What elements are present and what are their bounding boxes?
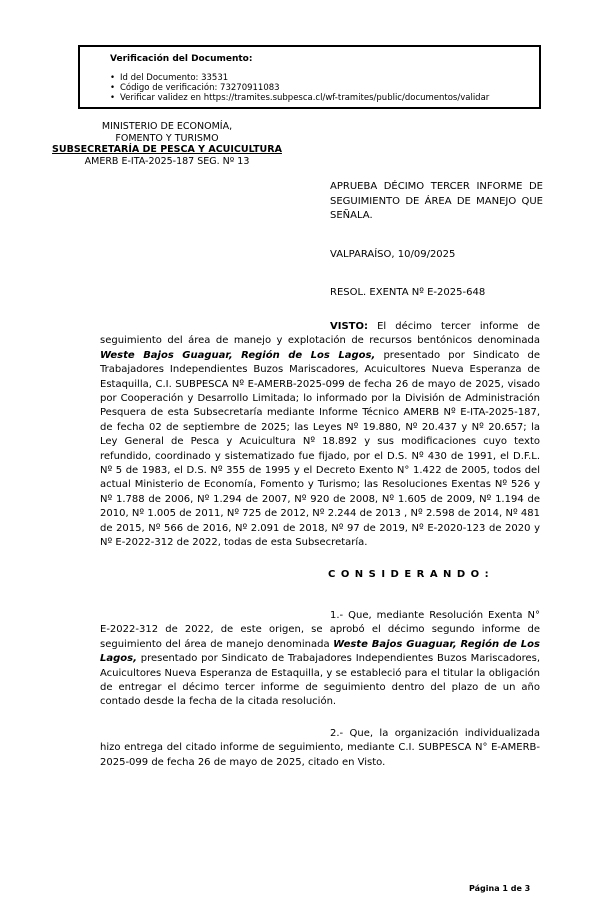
ministry-line-fomento: FOMENTO Y TURISMO (115, 132, 219, 144)
text-segment: VISTO: (330, 321, 368, 332)
text-segment: El décimo tercer informe de seguimiento del área de manejo y explotación de recursos bentónicos denominada (100, 321, 540, 347)
text-segment: 1.- Que, mediante Resolución Exenta N° E-2022-312 de 2022, de este origen, se aprobó el décimo segundo informe de seguimiento del área de manejo denominada (100, 609, 540, 650)
verification-item-label: Código de verificación: 73270911083 (120, 83, 280, 93)
bullet-icon: • (110, 83, 116, 93)
place-date: VALPARAÍSO, 10/09/2025 (330, 249, 456, 260)
text-segment: Weste Bajos Guaguar, Región de Los Lagos, (100, 638, 540, 665)
amerb-reference: AMERB E-ITA-2025-187 SEG. Nº 13 (84, 155, 250, 167)
text-segment: Weste Bajos Guaguar, Región de Los Lagos, (100, 349, 376, 361)
document-body (100, 320, 540, 770)
text-segment: 2.- Que, la organización individualizada hizo entrega del citado informe de seguimiento, mediante C.I. SUBPESCA N° E-AMERB-2025-099 de fecha 26 de mayo de 2025, citado en Visto. (100, 727, 540, 768)
resolution-number: RESOL. EXENTA Nº E-2025-648 (330, 287, 486, 298)
considerando-paragraph-2 (100, 727, 540, 770)
ministry-header (43, 121, 291, 167)
verification-item-label: Id del Documento: 33531 (120, 73, 229, 83)
text-segment: presentado por Sindicato de Trabajadores Independientes Buzos Mariscadores, Acuicultores Nueva Esperanza de Estaquilla, y se estableció para el titular la obligación de entregar el décimo tercer informe de seguimiento dentro del plazo de un año contado desde la fecha de la citada resolución. (100, 653, 540, 708)
verification-item-code (110, 83, 531, 93)
page-number: Página 1 de 3 (469, 884, 531, 893)
visto-paragraph (100, 320, 540, 551)
considerando-paragraph-1 (100, 609, 540, 710)
verification-title: Verificación del Documento: (110, 54, 253, 64)
verification-item-document-id (110, 73, 531, 83)
considerando-heading: C O N S I D E R A N D O : (328, 568, 490, 580)
bullet-icon: • (110, 93, 116, 103)
bullet-icon: • (110, 73, 116, 83)
verification-item-url (110, 93, 531, 103)
resolution-title: APRUEBA DÉCIMO TERCER INFORME DE SEGUIMIENTO DE ÁREA DE MANEJO QUE SEÑALA. (330, 181, 543, 221)
text-segment: presentado por Sindicato de Trabajadores Independientes Buzos Mariscadores, Acuicultores Nueva Esperanza de Estaquilla, C.I. SUBPESCA Nº E-AMERB-2025-099 de fecha 26 de mayo de 2025, visado por Cooperación y Desarrollo Limitada; lo informado por la División de Administración Pesquera de esta Subsecretaría mediante Informe Técnico AMERB Nº E-ITA-2025-187, de fecha 02 de septiembre de 2025; las Leyes Nº 19.880, Nº 20.437 y Nº 20.657; la Ley General de Pesca y Acuicultura Nº 18.892 y sus modificaciones cuyo texto refundido, coordinado y sistematizado fue fijado, por el D.S. Nº 430 de 1991, el D.F.L. Nº 5 de 1983, el D.S. Nº 355 de 1995 y el Decreto Exento N° 1.422 de 2005, todos del actual Ministerio de Economía, Fomento y Turismo; las Resoluciones Exentas Nº 526 y Nº 1.788 de 2006, Nº 1.294 de 2007, Nº 920 de 2008, Nº 1.605 de 2009, Nº 1.194 de 2010, Nº 1.005 de 2011, Nº 725 de 2012, Nº 2.244 de 2013 , Nº 2.598 de 2014, Nº 481 de 2015, Nº 566 de 2016, Nº 2.091 de 2018, Nº 97 de 2019, Nº E-2020-123 de 2020 y Nº E-2022-312 de 2022, todas de esta Subsecretaría. (100, 349, 540, 549)
verification-box (78, 45, 541, 109)
subsecretaria-line: SUBSECRETARÍA DE PESCA Y ACUICULTURA (52, 144, 282, 155)
ministry-line-economia: MINISTERIO DE ECONOMÍA, (101, 121, 233, 132)
verification-url-text: Verificar validez en https://tramites.subpesca.cl/wf-tramites/public/documentos/validar (120, 93, 490, 103)
